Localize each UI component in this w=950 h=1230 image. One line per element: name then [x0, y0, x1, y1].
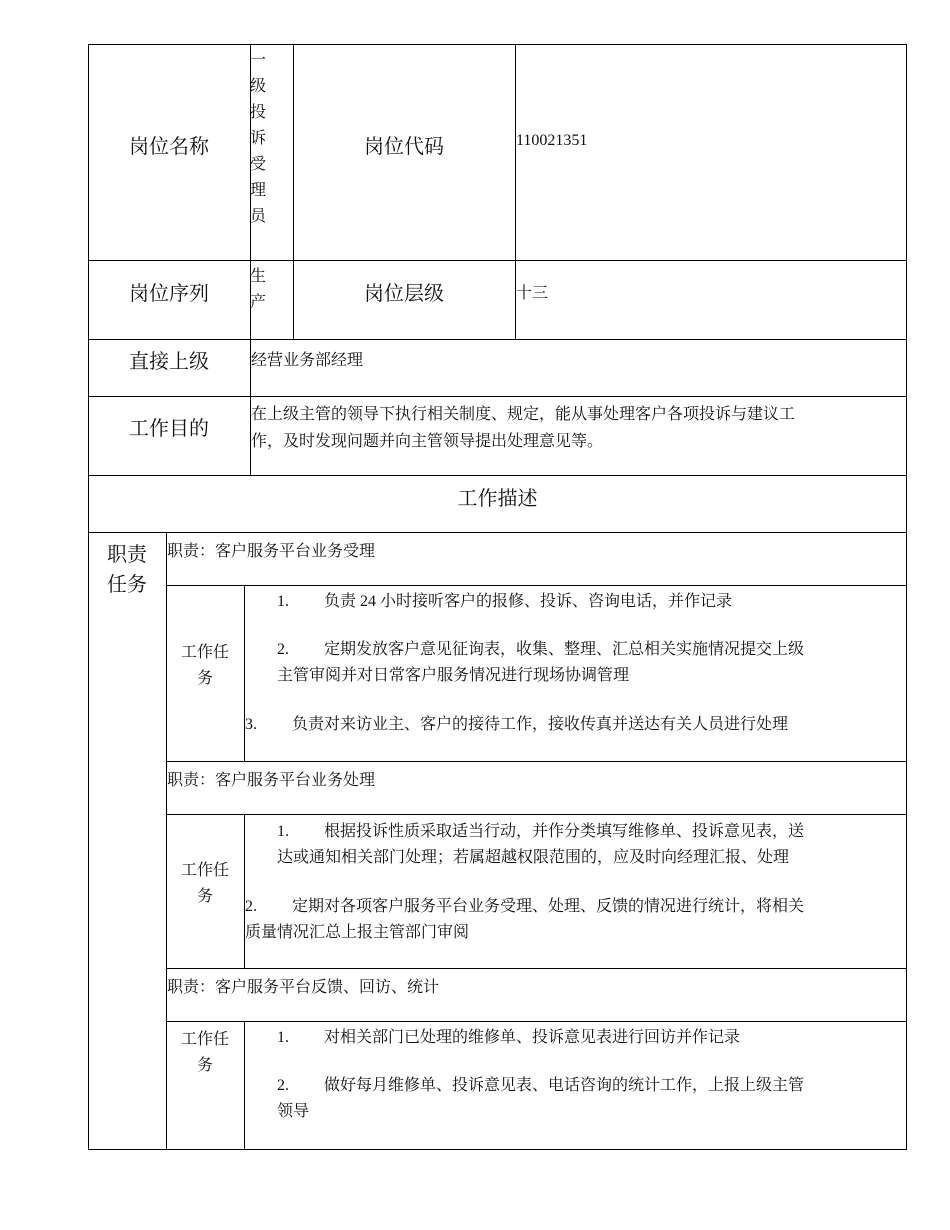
superior-label: 直接上级	[129, 351, 209, 373]
task-number: 1.	[277, 823, 289, 840]
grid-line	[88, 1149, 907, 1150]
duty-title: 职责：客户服务平台业务处理	[167, 772, 376, 789]
grid-line	[88, 339, 907, 340]
superior-value: 经营业务部经理	[251, 352, 364, 369]
duty-title: 职责：客户服务平台反馈、回访、统计	[167, 979, 440, 996]
task-text: 做好每月维修单、投诉意见表、电话咨询的统计工作，上报上级主管	[324, 1077, 805, 1094]
task-number: 1.	[277, 1029, 289, 1046]
task-label-line-2: 务	[196, 1057, 213, 1074]
task-number: 1.	[277, 593, 289, 610]
task-text: 负责对来访业主、客户的接待工作，接收传真并送达有关人员进行处理	[292, 716, 789, 733]
task-text: 负责 24 小时接听客户的报修、投诉、咨询电话，并作记录	[324, 593, 733, 610]
task-label-line-1: 工作任	[180, 1031, 229, 1048]
level-value: 十三	[516, 285, 549, 302]
grid-line	[166, 1021, 907, 1022]
position-name-label: 岗位名称	[129, 136, 209, 158]
duty-title: 职责：客户服务平台业务受理	[167, 543, 376, 560]
task-text: 定期发放客户意见征询表，收集、整理、汇总相关实施情况提交上级	[324, 641, 805, 658]
position-code-label: 岗位代码	[364, 136, 444, 158]
task-label-line-2: 务	[196, 888, 213, 905]
task-text: 对相关部门已处理的维修单、投诉意见表进行回访并作记录	[324, 1029, 741, 1046]
task-number: 2.	[245, 898, 257, 915]
grid-line	[88, 532, 907, 533]
task-text: 领导	[277, 1103, 310, 1120]
task-label-line-1: 工作任	[180, 862, 229, 879]
grid-line	[906, 44, 907, 1150]
position-code-value: 110021351	[516, 132, 588, 149]
task-text: 达或通知相关部门处理；若属超越权限范围的，应及时向经理汇报、处理	[277, 849, 790, 866]
task-number: 3.	[245, 716, 257, 733]
work-description-title: 工作描述	[457, 488, 538, 510]
grid-line	[88, 475, 907, 476]
position-name-value: 一级投诉受理员	[250, 52, 267, 225]
grid-line	[166, 814, 907, 815]
grid-line	[88, 396, 907, 397]
task-text: 定期对各项客户服务平台业务受理、处理、反馈的情况进行统计，将相关	[292, 898, 805, 915]
level-label: 岗位层级	[364, 283, 444, 305]
task-text: 质量情况汇总上报主管部门审阅	[245, 924, 470, 941]
grid-line	[88, 260, 907, 261]
task-number: 2.	[277, 641, 289, 658]
purpose-label: 工作目的	[129, 418, 209, 440]
grid-line	[88, 44, 907, 45]
grid-line	[166, 968, 907, 969]
duty-label-line-2: 任务	[107, 574, 147, 596]
grid-line	[244, 1021, 245, 1149]
task-text: 主管审阅并对日常客户服务情况进行现场协调管理	[277, 667, 630, 684]
grid-line	[166, 761, 907, 762]
duty-label-line-1: 职责	[107, 544, 147, 566]
grid-line	[88, 44, 89, 1150]
task-label-line-2: 务	[196, 670, 213, 687]
purpose-text-line-2: 作，及时发现问题并向主管领导提出处理意见等。	[251, 433, 604, 450]
sequence-label: 岗位序列	[129, 283, 209, 305]
task-number: 2.	[277, 1077, 289, 1094]
purpose-text-line-1: 在上级主管的领导下执行相关制度、规定，能从事处理客户各项投诉与建议工	[251, 406, 796, 423]
grid-line	[166, 585, 907, 586]
sequence-value: 生产	[250, 268, 267, 311]
task-label-line-1: 工作任	[180, 644, 229, 661]
task-text: 根据投诉性质采取适当行动，并作分类填写维修单、投诉意见表，送	[324, 823, 805, 840]
